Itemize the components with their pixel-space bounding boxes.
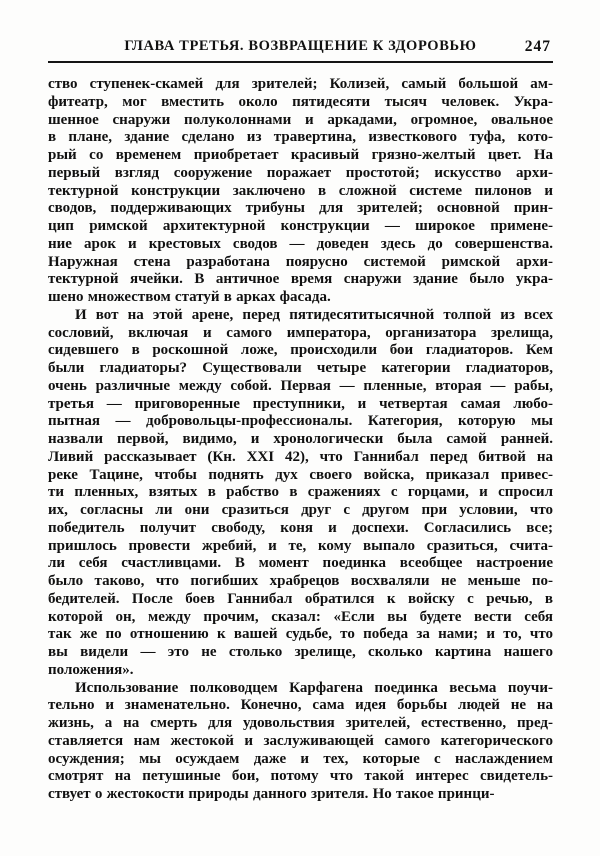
text-line: первый взгляд сооружение поражает простотой; искусство архи- [48,164,553,181]
text-line: тектурной ячейки. В античное время снаружи здание было укра- [48,271,553,288]
paragraph [48,307,553,680]
text-line: третья — приговоренные преступники, и четвертая самая любо- [48,395,553,412]
text-line: тектурной конструкции заключено в сложной системе пилонов и [48,182,553,199]
text-line: И вот на этой арене, перед пятидесятитысячной толпой из всех [75,306,553,323]
text-line: смотрят на петушиные бои, потому что такой интерес свидетель- [48,768,553,785]
paragraph [48,680,553,804]
text-line: цип римской архитектурной конструкции — широкое примене- [48,218,553,234]
text-line: шено множеством статуй в арках фасада. [48,289,331,305]
text-line: ние арок и крестовых сводов — доведен здесь до совершенства. [48,235,553,252]
text-block [48,76,553,804]
text-line: вы видели — это не столько зрелище, сколько картина нашего [48,644,553,660]
running-header [48,38,553,58]
text-line: реке Тацине, чтобы поднять дух своего войска, приказал привес- [48,466,553,483]
text-line: в плане, здание сделано из травертина, известкового туфа, кото- [48,129,553,146]
text-line: ли себя счастливцами. В момент поединка всеобщее настроение [48,555,553,572]
text-line: Ливий рассказывает (Кн. XXI 42), что Ганнибал перед битвой на [48,448,553,465]
text-line: пытная — добровольцы-профессионалы. Категория, которую мы [48,413,553,430]
text-line: ти пленных, взятых в рабство в сражениях с горцами, и спросил [48,484,553,501]
text-line: были гладиаторы? Существовали четыре категории гладиаторов, [48,360,553,376]
text-line: бедителей. После боев Ганнибал обратился к войску с речью, в [48,590,553,607]
text-line: сословий, включая и самого императора, организатора зрелища, [48,324,553,341]
text-line: сводов, поддерживающих трибуны для зрителей; основной прин- [48,200,553,217]
text-line: пришлось провести жребий, и те, кому выпало сразиться, счита- [48,537,553,554]
text-line: шенное снаружи полуколоннами и аркадами, огромное, овальное [48,111,553,128]
text-line: тельно и знаменательно. Конечно, сама идея борьбы людей не на [48,697,553,714]
text-line: сидевшего в роскошной ложе, происходили бои гладиаторов. Кем [48,342,553,359]
text-line: их, согласны ли они сразиться друг с другом при условии, что [48,502,553,518]
text-line: назвали первой, видимо, и хронологически была самой ранней. [48,431,553,447]
text-line: жизнь, а на смерть для удовольствия зрителей, естественно, пред- [48,715,553,731]
text-line: осуждения; мы осуждаем даже и тех, которые с наслаждением [48,750,553,767]
chapter-title: ГЛАВА ТРЕТЬЯ. ВОЗВРАЩЕНИЕ К ЗДОРОВЬЮ [124,38,477,54]
text-line: Использование полководцем Карфагена поединка весьма поучи- [75,679,553,696]
text-line: ство ступенек-скамей для зрителей; Колизей, самый большой ам- [48,76,553,92]
text-line: фитеатр, мог вместить около пятидесяти тысяч человек. Укра- [48,93,553,110]
text-line: которой он, между прочим, сказал: «Если вы будете вести себя [48,608,553,625]
text-line: было таково, что погибших храбрецов восхваляли не меньше по- [48,573,553,589]
text-line: ствует о жестокости природы данного зрителя. Но такое принци- [48,786,495,802]
text-line: ставляется нам жестокой и заслуживающей самого категорического [48,732,553,749]
text-line: так же по отношению к вашей судьбе, то победа за нами; и то, что [48,626,553,643]
text-line: победитель получит свободу, коня и доспехи. Согласились все; [48,519,553,536]
text-line: положения». [48,661,134,678]
page-number: 247 [524,38,551,55]
text-line: очень различные между собой. Первая — пленные, вторая — рабы, [48,377,553,394]
header-rule [48,61,553,63]
paragraph [48,76,553,307]
text-line: Наружная стена разработана поярусно системой римской архи- [48,253,553,270]
text-line: рый со временем приобретает красивый грязно-желтый цвет. На [48,147,553,163]
